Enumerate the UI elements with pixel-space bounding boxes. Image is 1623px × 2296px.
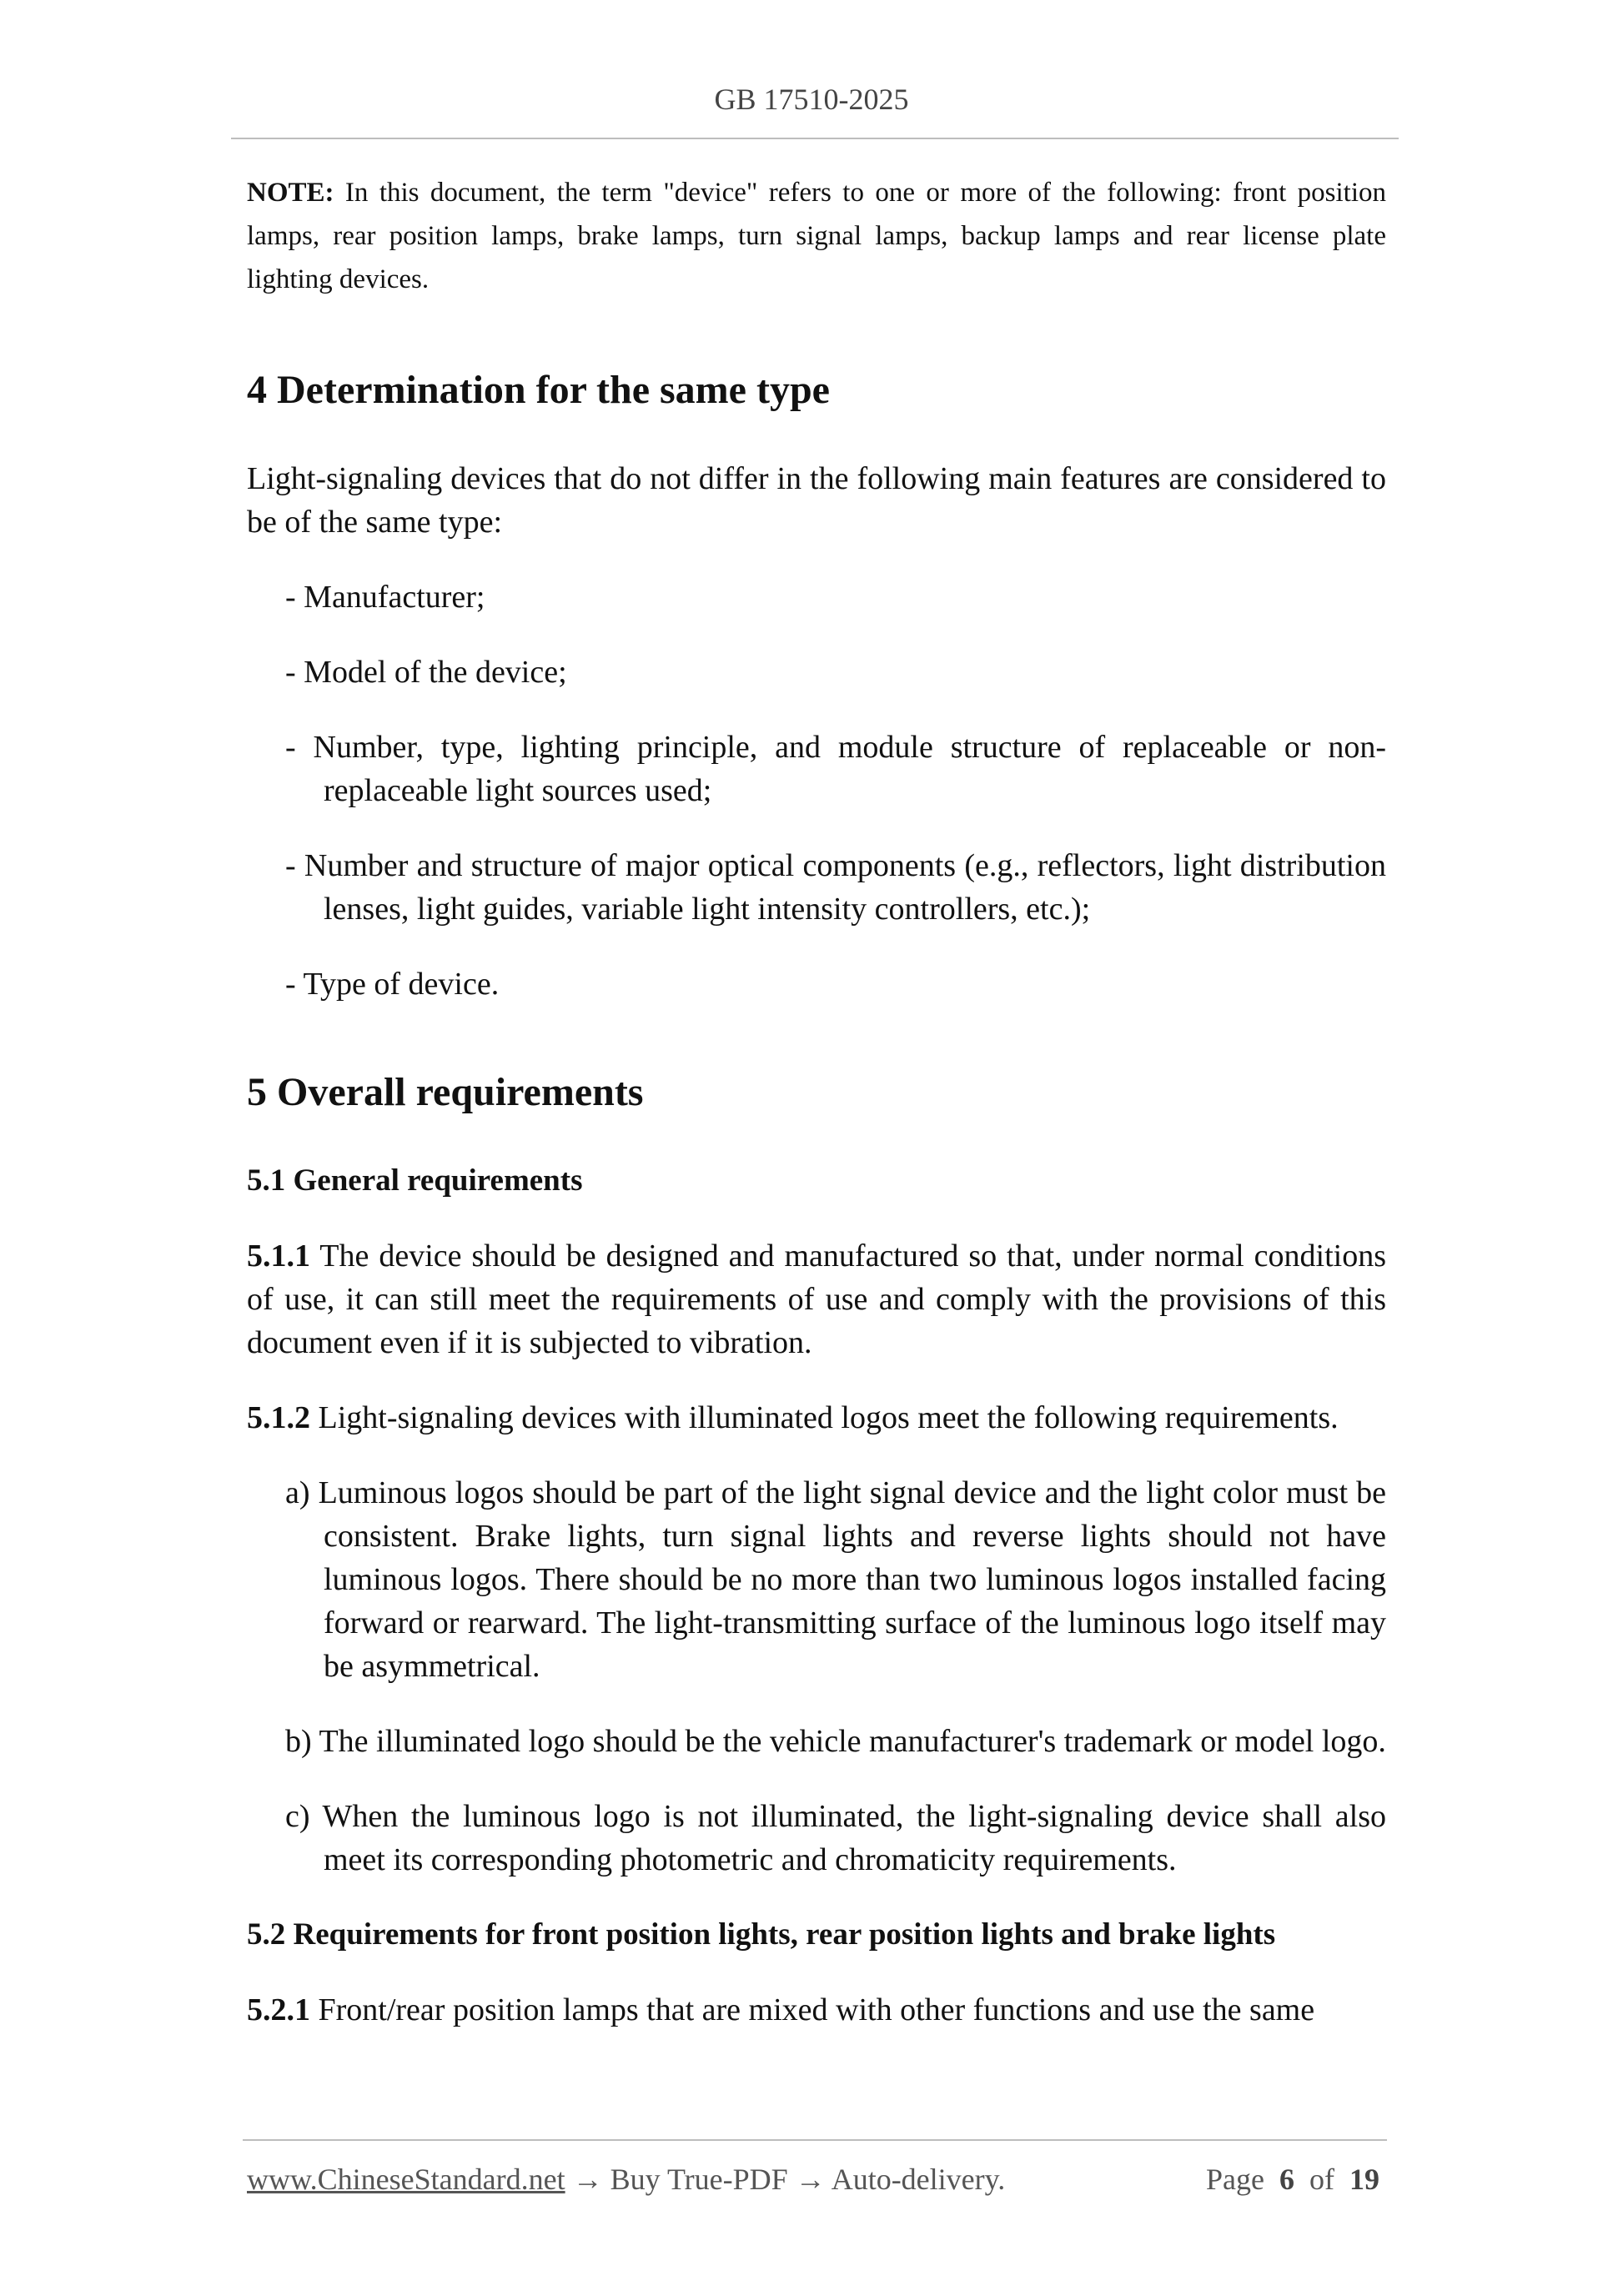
subsection-5-1-heading: 5.1 General requirements xyxy=(247,1163,583,1198)
list-item: - Type of device. xyxy=(285,967,500,1002)
footer-promo xyxy=(247,2162,1005,2197)
section-5-heading: 5 Overall requirements xyxy=(247,1070,644,1114)
subsection-5-2-heading: 5.2 Requirements for front position lights, rear position lights and brake lights xyxy=(247,1917,1276,1952)
clause-5-2-1 xyxy=(247,1988,1386,2032)
clause-number: 5.2.1 xyxy=(247,1992,310,2027)
note-paragraph xyxy=(247,171,1386,301)
header-divider xyxy=(231,138,1399,139)
section-4-heading: 4 Determination for the same type xyxy=(247,368,830,412)
note-text: In this document, the term "device" refers to one or more of the following: front position lamps, rear position lamps, brake lamps, turn signal lamps, backup lamps and rear license plate lighting devices. xyxy=(247,178,1386,294)
list-item: a) Luminous logos should be part of the light signal device and the light color must be consistent. Brake lights, turn signal lights and reverse lights should not have luminous logos. There should be no more than two luminous logos installed facing forward or rearward. The light-transmitting surface of the luminous logo itself may be asymmetrical. xyxy=(285,1475,1386,1684)
clause-5-1-1 xyxy=(247,1234,1386,1364)
list-item: - Number, type, lighting principle, and module structure of replaceable or non-replaceable light sources used; xyxy=(285,730,1386,808)
page-content xyxy=(247,171,1386,2063)
clause-5-1-2 xyxy=(247,1396,1386,1439)
section-4-intro: Light-signaling devices that do not differ in the following main features are considered to be of the same type: xyxy=(247,461,1386,540)
list-item: - Model of the device; xyxy=(285,655,567,690)
current-page-number: 6 xyxy=(1279,2163,1294,2196)
clause-text: Front/rear position lamps that are mixed with other functions and use the same xyxy=(310,1992,1315,2027)
page-indicator xyxy=(1206,2162,1379,2197)
document-code-header: GB 17510-2025 xyxy=(714,83,909,116)
of-word: of xyxy=(1309,2163,1334,2196)
list-item: - Manufacturer; xyxy=(285,580,485,615)
list-item: - Number and structure of major optical components (e.g., reflectors, light distribution lenses, light guides, variable light intensity controllers, etc.); xyxy=(285,848,1386,927)
list-item: c) When the luminous logo is not illuminated, the light-signaling device shall also meet its corresponding photometric and chromaticity requirements. xyxy=(285,1799,1386,1877)
footer-promo-text: → Buy True-PDF → Auto-delivery. xyxy=(565,2163,1006,2196)
clause-text: Light-signaling devices with illuminated logos meet the following requirements. xyxy=(310,1400,1339,1435)
page-word: Page xyxy=(1206,2163,1264,2196)
footer-divider xyxy=(243,2139,1387,2141)
note-label: NOTE: xyxy=(247,178,334,208)
clause-text: The device should be designed and manufactured so that, under normal conditions of use, it can still meet the requirements of use and comply with the provisions of this document even if it is subjected to vibration. xyxy=(247,1238,1386,1360)
website-link[interactable]: www.ChineseStandard.net xyxy=(247,2163,565,2196)
clause-number: 5.1.1 xyxy=(247,1238,310,1274)
clause-number: 5.1.2 xyxy=(247,1400,310,1435)
total-pages-number: 19 xyxy=(1349,2163,1379,2196)
list-item: b) The illuminated logo should be the vehicle manufacturer's trademark or model logo. xyxy=(285,1724,1386,1759)
